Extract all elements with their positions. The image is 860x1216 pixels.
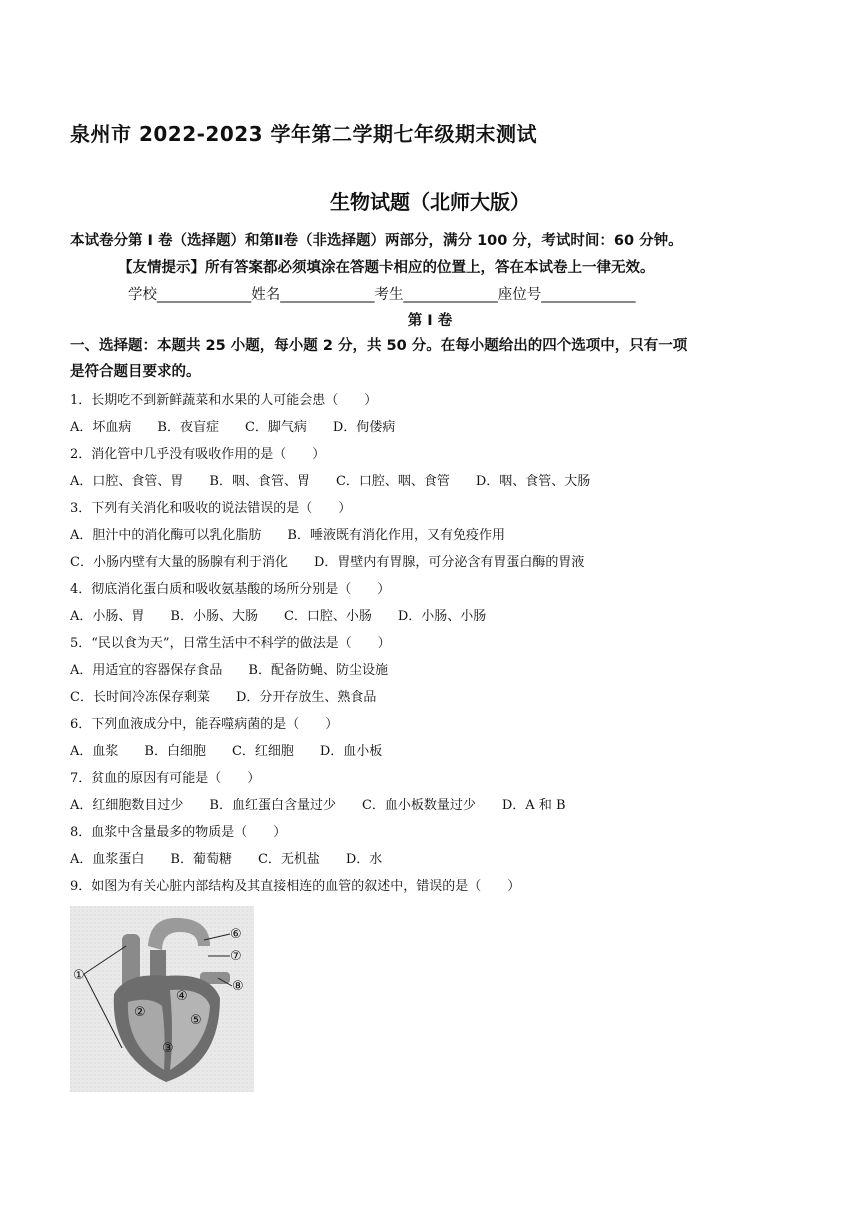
- question-1-options: A．坏血病 B．夜盲症 C．脚气病 D．佝偻病: [70, 420, 396, 435]
- question-8-options: A．血浆蛋白 B．葡萄糖 C．无机盐 D．水: [70, 852, 383, 867]
- volume-heading: 第 I 卷: [407, 313, 453, 329]
- label-4: ④: [176, 989, 188, 1004]
- exam-intro: 本试卷分第 I 卷（选择题）和第Ⅱ卷（非选择题）两部分，满分 100 分，考试时间：60 分钟。: [70, 233, 683, 249]
- question-2: 2．消化管中几乎没有吸收作用的是（ ）: [70, 447, 326, 462]
- section-instructions-line2: 是符合题目要求的。: [70, 364, 201, 380]
- question-8: 8．血浆中含量最多的物质是（ ）: [70, 825, 287, 840]
- section-instructions-line1: 一、选择题：本题共 25 小题，每小题 2 分，共 50 分。在每小题给出的四个选项中，只有一项: [70, 338, 688, 354]
- question-4-options: A．小肠、胃 B．小肠、大肠 C．口腔、小肠 D．小肠、小肠: [70, 609, 487, 624]
- label-5: ⑤: [190, 1013, 202, 1028]
- question-9: 9．如图为有关心脏内部结构及其直接相连的血管的叙述中，错误的是（ ）: [70, 879, 521, 894]
- exam-tip: 【友情提示】所有答案都必须填涂在答题卡相应的位置上，答在本试卷上一律无效。: [118, 260, 655, 276]
- question-5-options-ab: A．用适宜的容器保存食品 B．配备防蝇、防尘设施: [70, 663, 388, 678]
- label-6: ⑥: [230, 927, 242, 942]
- exam-title: 泉州市 2022-2023 学年第二学期七年级期末测试: [70, 122, 538, 146]
- question-5: 5．“民以食为天”，日常生活中不科学的做法是（ ）: [70, 636, 391, 651]
- question-3: 3．下列有关消化和吸收的说法错误的是（ ）: [70, 501, 352, 516]
- question-1: 1．长期吃不到新鲜蔬菜和水果的人可能会患（ ）: [70, 393, 378, 408]
- exam-subtitle: 生物试题（北师大版）: [330, 190, 530, 214]
- label-7: ⑦: [230, 949, 242, 964]
- student-info-fields: 学校_____________姓名_____________考生_____________座位号_____________: [128, 287, 636, 303]
- question-6-options: A．血浆 B．白细胞 C．红细胞 D．血小板: [70, 744, 383, 759]
- label-1: ①: [73, 968, 85, 983]
- question-7-options: A．红细胞数目过少 B．血红蛋白含量过少 C．血小板数量过少 D．A 和 B: [70, 798, 566, 813]
- label-3: ③: [162, 1041, 174, 1056]
- label-2: ②: [134, 1005, 146, 1020]
- question-4: 4．彻底消化蛋白质和吸收氨基酸的场所分别是（ ）: [70, 582, 391, 597]
- question-5-options-cd: C．长时间冷冻保存剩菜 D．分开存放生、熟食品: [70, 690, 377, 705]
- question-7: 7．贫血的原因有可能是（ ）: [70, 771, 261, 786]
- question-2-options: A．口腔、食管、胃 B．咽、食管、胃 C．口腔、咽、食管 D．咽、食管、大肠: [70, 474, 591, 489]
- question-6: 6．下列血液成分中，能吞噬病菌的是（ ）: [70, 717, 339, 732]
- question-3-options-cd: C．小肠内壁有大量的肠腺有利于消化 D．胃壁内有胃腺，可分泌含有胃蛋白酶的胃液: [70, 555, 585, 570]
- label-8: ⑧: [232, 979, 244, 994]
- heart-diagram: [70, 906, 254, 1092]
- question-3-options-ab: A．胆汁中的消化酶可以乳化脂肪 B．唾液既有消化作用，又有免疫作用: [70, 528, 505, 543]
